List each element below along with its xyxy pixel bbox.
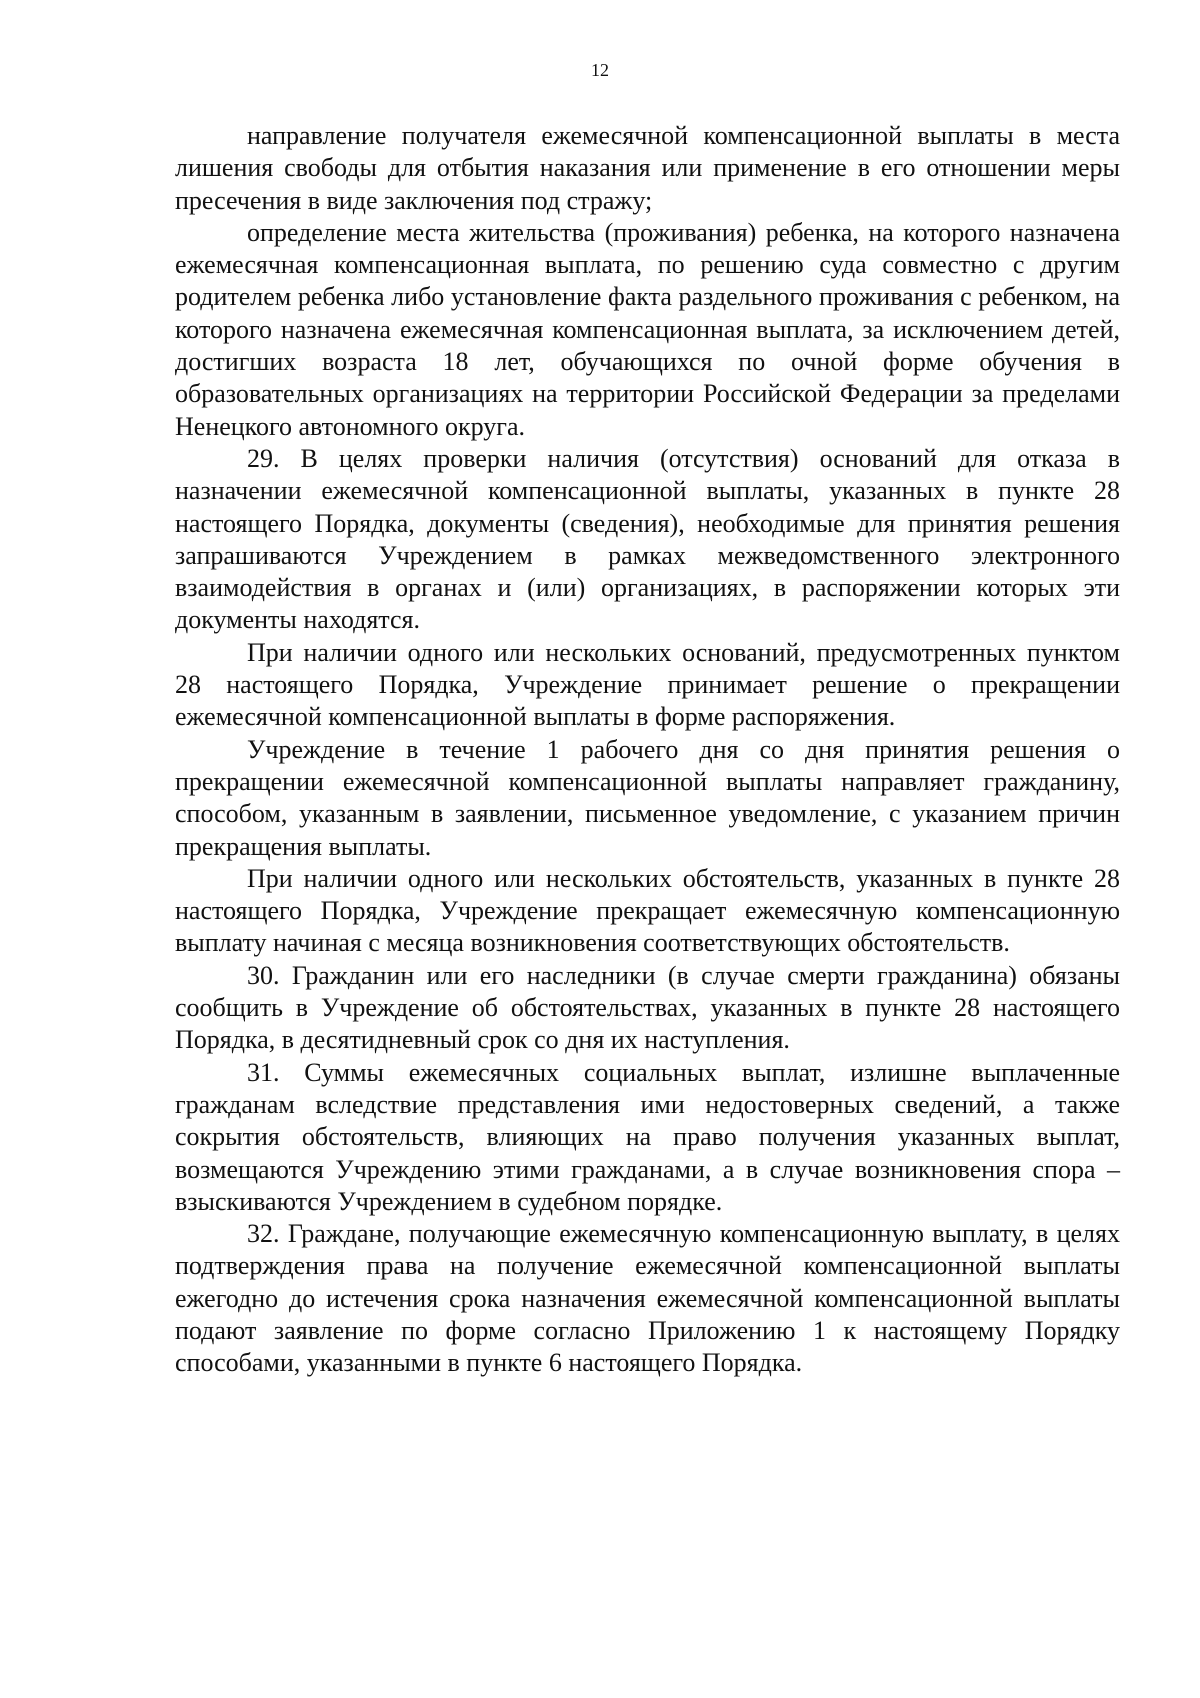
page-number: 12: [591, 60, 609, 80]
paragraph-item-32: 32. Граждане, получающие ежемесячную компенсационную выплату, в целях подтверждения права на получение ежемесячной компенсационной выплаты ежегодно до истечения срока назначения ежемесячной компенсационной выплаты подают заявление по форме согласно Приложению 1 к настоящему Порядку способами, указанными в пункте 6 настоящего Порядка.: [175, 1219, 1120, 1378]
paragraph-item-29: 29. В целях проверки наличия (отсутствия) оснований для отказа в назначении ежемесячной компенсационной выплаты, указанных в пункте 28 настоящего Порядка, документы (сведения), необходимые для принятия решения запрашиваются Учреждением в рамках межведомственного электронного взаимодействия в органах и (или) организациях, в распоряжении которых эти документы находятся.: [175, 443, 1120, 635]
paragraph: направление получателя ежемесячной компенсационной выплаты в места лишения свободы для отбытия наказания или применение в его отношении меры пресечения в виде заключения под стражу;: [175, 121, 1120, 215]
paragraph-item-31: 31. Суммы ежемесячных социальных выплат, излишне выплаченные гражданам вследствие представления ими недостоверных сведений, а также сокрытия обстоятельств, влияющих на право получения указанных выплат, возмещаются Учреждению этими гражданами, а в случае возникновения спора – взыскиваются Учреждением в судебном порядке.: [175, 1057, 1120, 1216]
paragraph: Учреждение в течение 1 рабочего дня со дня принятия решения о прекращении ежемесячной компенсационной выплаты направляет гражданину, способом, указанным в заявлении, письменное уведомление, с указанием причин прекращения выплаты.: [175, 734, 1120, 861]
paragraph: определение места жительства (проживания) ребенка, на которого назначена ежемесячная компенсационная выплата, по решению суда совместно с другим родителем ребенка либо установление факта раздельного проживания с ребенком, на которого назначена ежемесячная компенсационная выплата, за исключением детей, достигших возраста 18 лет, обучающихся по очной форме обучения в образовательных организациях на территории Российской Федерации за пределами Ненецкого автономного округа.: [175, 217, 1120, 441]
document-body: [175, 120, 1120, 1380]
paragraph: При наличии одного или нескольких оснований, предусмотренных пунктом 28 настоящего Порядка, Учреждение принимает решение о прекращении ежемесячной компенсационной выплаты в форме распоряжения.: [175, 637, 1120, 732]
paragraph-item-30: 30. Гражданин или его наследники (в случае смерти гражданина) обязаны сообщить в Учреждение об обстоятельствах, указанных в пункте 28 настоящего Порядка, в десятидневный срок со дня их наступления.: [175, 960, 1120, 1055]
paragraph: При наличии одного или нескольких обстоятельств, указанных в пункте 28 настоящего Порядка, Учреждение прекращает ежемесячную компенсационную выплату начиная с месяца возникновения соответствующих обстоятельств.: [175, 863, 1120, 958]
